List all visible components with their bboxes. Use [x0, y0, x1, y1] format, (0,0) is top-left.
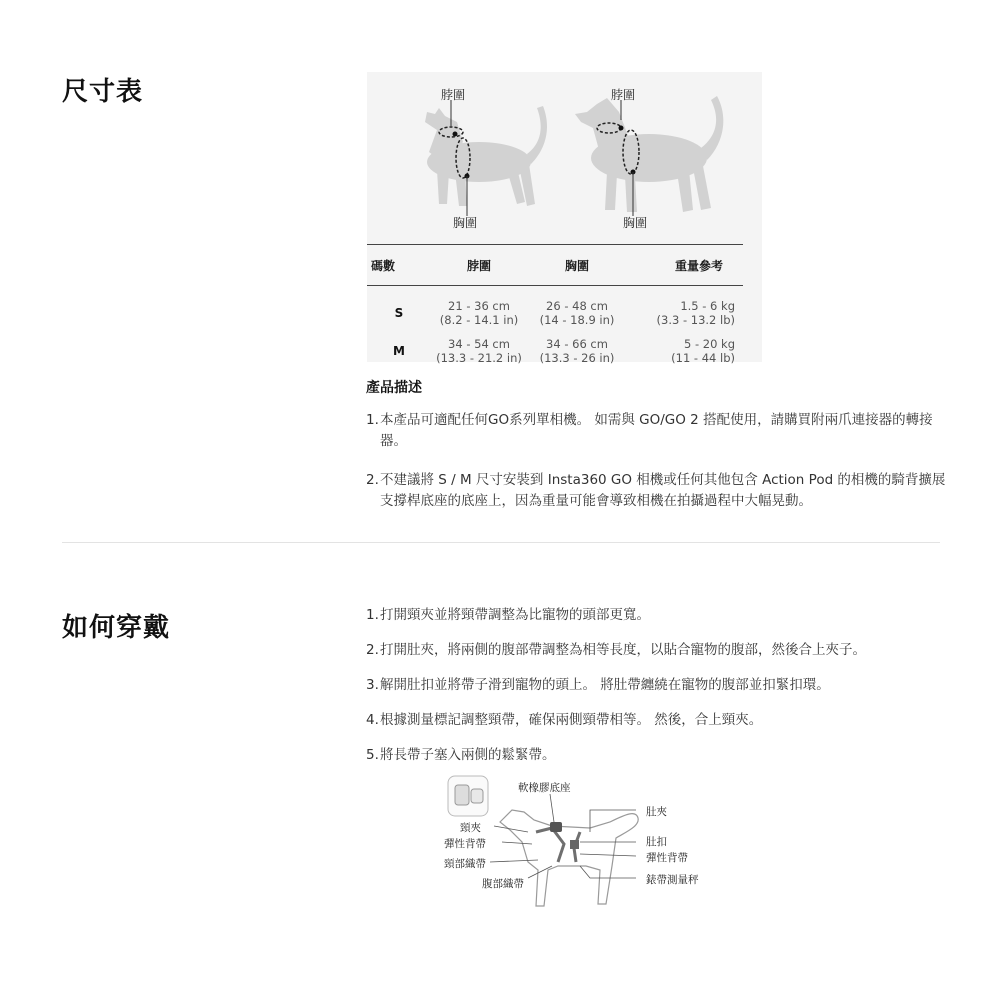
product-description-heading: 產品描述: [366, 380, 422, 396]
camera-mount-inset: [448, 776, 488, 816]
step-number: 2.: [366, 642, 379, 658]
section-divider: [62, 542, 940, 543]
description-list: [366, 410, 946, 530]
chest-value: [527, 286, 627, 333]
size-table-header-row: [367, 245, 743, 286]
header-neck: 脖圍: [431, 245, 527, 286]
item-number: 1.: [366, 412, 379, 428]
header-chest: 胸圍: [527, 245, 627, 286]
header-size: 碼數: [367, 245, 431, 286]
dog-measurement-illustration: [367, 72, 762, 244]
weight-value: [627, 286, 743, 333]
step-text: 打開頸夾並將頸帶調整為比寵物的頭部更寬。: [380, 607, 650, 623]
list-item: [366, 410, 946, 452]
neck-value: [431, 286, 527, 333]
left-dog-figure: [425, 106, 547, 206]
chest-in: (13.3 - 26 in): [539, 351, 615, 365]
how-to-wear-title: 如何穿戴: [62, 613, 171, 643]
label-rubber-base: 軟橡膠底座: [518, 782, 571, 794]
weight-lb: (11 - 44 lb): [671, 351, 735, 365]
weight-kg: 1.5 - 6 kg: [680, 299, 735, 313]
size-table: [367, 244, 743, 370]
chest-in: (14 - 18.9 in): [539, 313, 615, 327]
label-elastic-right: 彈性背帶: [646, 852, 688, 864]
neck-in: (13.3 - 21.2 in): [436, 351, 522, 365]
list-item: [366, 675, 946, 696]
chest-cm: 34 - 66 cm: [546, 337, 608, 351]
neck-label-left: 脖圍: [441, 88, 466, 102]
label-belly-clip: 肚夾: [646, 806, 667, 818]
neck-value: [431, 332, 527, 370]
size-code: S: [394, 306, 404, 320]
label-elastic-left: 彈性背帶: [444, 838, 486, 850]
size-code: M: [393, 344, 405, 358]
chest-label-right: 胸圍: [623, 216, 648, 230]
step-number: 5.: [366, 747, 379, 763]
neck-cm: 21 - 36 cm: [448, 299, 510, 313]
item-text: 不建議將 S / M 尺寸安裝到 Insta360 GO 相機或任何其他包含 Action Pod 的相機的騎背擴展支撐桿底座的底座上，因為重量可能會導致相機在拍攝過程中大幅晃動。: [380, 472, 946, 509]
header-weight: 重量參考: [627, 245, 743, 286]
list-item: [366, 605, 946, 626]
size-chart-title: 尺寸表: [62, 77, 144, 107]
label-strap-scale: 錶帶測量秤: [646, 874, 699, 886]
item-text: 本產品可適配任何GO系列單相機。 如需與 GO/GO 2 搭配使用，請購買附兩爪連接器的轉接器。: [380, 412, 933, 449]
chest-cm: 26 - 48 cm: [546, 299, 608, 313]
item-number: 2.: [366, 472, 379, 488]
size-chart-panel: [367, 72, 762, 365]
neck-cm: 34 - 54 cm: [448, 337, 510, 351]
table-row: [367, 286, 743, 333]
rubber-base-icon: [550, 822, 562, 832]
neck-in: (8.2 - 14.1 in): [439, 313, 519, 327]
list-item: [366, 745, 946, 766]
right-dog-figure: [575, 96, 723, 212]
list-item: [366, 470, 946, 512]
list-item: [366, 640, 946, 661]
label-belly-buckle: 肚扣: [646, 836, 667, 848]
weight-value: [627, 332, 743, 370]
chest-value: [527, 332, 627, 370]
harness-diagram: [440, 770, 710, 910]
label-neck-clip: 頸夾: [460, 822, 481, 834]
step-text: 解開肚扣並將帶子滑到寵物的頭上。 將肚帶纏繞在寵物的腹部並扣緊扣環。: [380, 677, 830, 693]
step-text: 打開肚夾，將兩側的腹部帶調整為相等長度，以貼合寵物的腹部，然後合上夾子。: [380, 642, 866, 658]
step-text: 根據測量標記調整頸帶，確保兩側頸帶相等。 然後，合上頸夾。: [380, 712, 763, 728]
table-row: [367, 332, 743, 370]
step-number: 3.: [366, 677, 379, 693]
label-belly-strap: 腹部織帶: [482, 878, 524, 890]
wearing-steps-list: [366, 605, 946, 780]
weight-kg: 5 - 20 kg: [683, 337, 735, 351]
label-neck-strap: 頸部織帶: [444, 858, 486, 870]
belly-buckle-icon: [570, 840, 579, 849]
step-text: 將長帶子塞入兩側的鬆緊帶。: [380, 747, 556, 763]
harness-dog-outline: [500, 810, 638, 906]
list-item: [366, 710, 946, 731]
chest-label-left: 胸圍: [453, 216, 478, 230]
weight-lb: (3.3 - 13.2 lb): [656, 313, 735, 327]
step-number: 4.: [366, 712, 379, 728]
step-number: 1.: [366, 607, 379, 623]
neck-label-right: 脖圍: [611, 88, 636, 102]
